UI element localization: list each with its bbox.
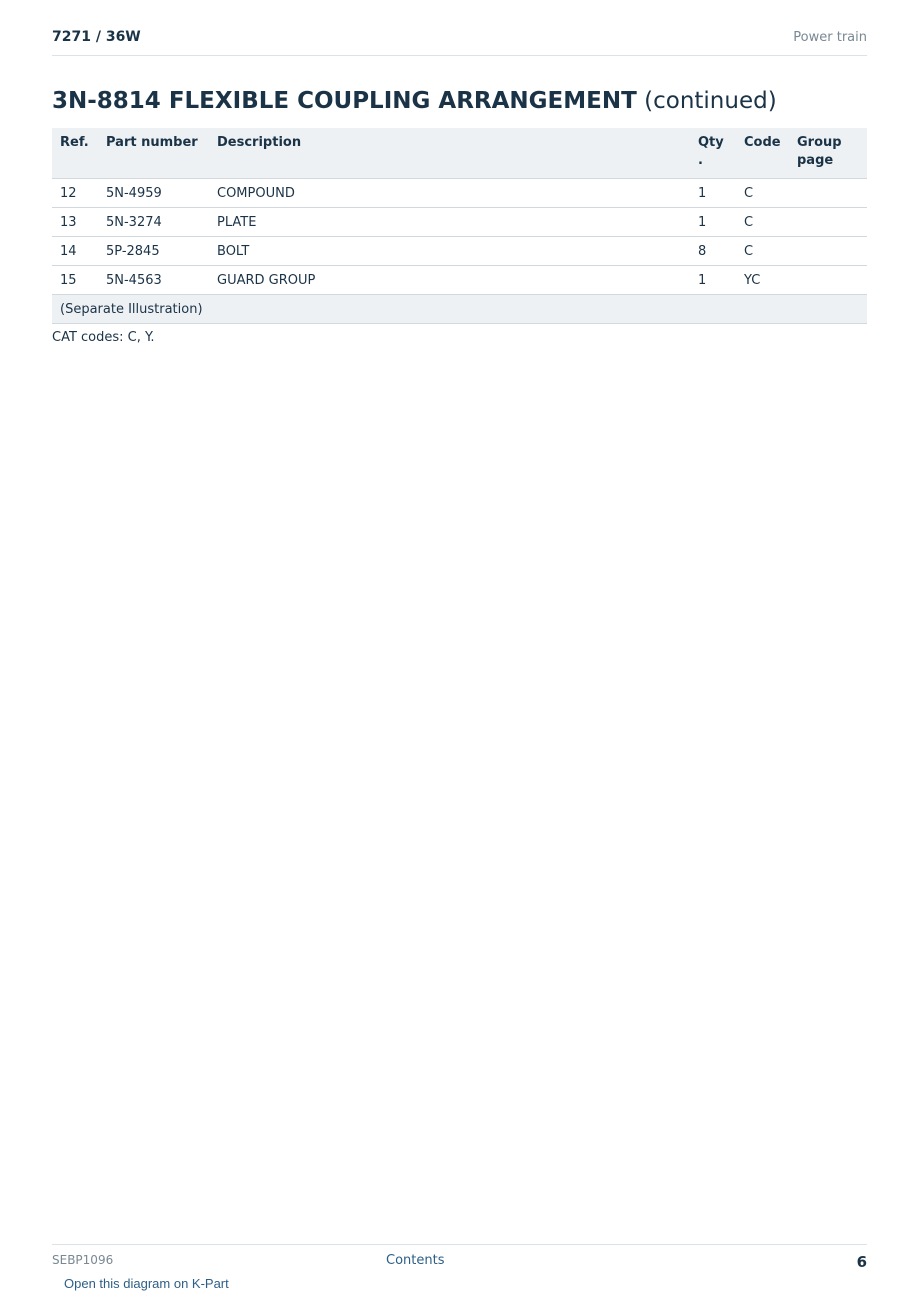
header-ref: Ref.	[52, 128, 98, 179]
title-suffix: (continued)	[644, 88, 777, 114]
page-title	[52, 88, 777, 114]
header-qty-line1: Qty	[698, 135, 724, 150]
page-footer	[52, 1244, 867, 1275]
cell-qty: 8	[690, 237, 736, 266]
header-group-line1: Group	[797, 135, 842, 150]
title-main: 3N-8814 FLEXIBLE COUPLING ARRANGEMENT	[52, 88, 637, 114]
contents-link[interactable]: Contents	[386, 1253, 445, 1268]
cell-part-number: 5P-2845	[98, 237, 209, 266]
cell-part-number: 5N-4563	[98, 266, 209, 295]
cell-description: GUARD GROUP	[209, 266, 690, 295]
cell-ref: 12	[52, 179, 98, 208]
table-row	[52, 208, 867, 237]
cell-ref: 15	[52, 266, 98, 295]
document-id: SEBP1096	[52, 1253, 114, 1267]
table-row	[52, 179, 867, 208]
cell-ref: 13	[52, 208, 98, 237]
table-header-row	[52, 128, 867, 179]
header-code: Code	[736, 128, 789, 179]
table-note-row	[52, 295, 867, 324]
cell-group-page	[789, 266, 867, 295]
open-diagram-kpart-link[interactable]: Open this diagram on K-Part	[64, 1276, 229, 1291]
cell-description: PLATE	[209, 208, 690, 237]
section-label: Power train	[793, 30, 867, 45]
cell-ref: 14	[52, 237, 98, 266]
cat-codes-note: CAT codes: C, Y.	[52, 330, 155, 345]
separate-illustration-note: (Separate Illustration)	[52, 295, 867, 324]
cell-qty: 1	[690, 179, 736, 208]
cell-part-number: 5N-4959	[98, 179, 209, 208]
page-number: 6	[856, 1253, 867, 1271]
header-qty	[690, 128, 736, 179]
cell-code: YC	[736, 266, 789, 295]
cell-part-number: 5N-3274	[98, 208, 209, 237]
header-group-line2: page	[797, 153, 834, 168]
table-row	[52, 266, 867, 295]
cell-description: BOLT	[209, 237, 690, 266]
header-part-number: Part number	[98, 128, 209, 179]
cell-group-page	[789, 179, 867, 208]
cell-qty: 1	[690, 208, 736, 237]
cell-group-page	[789, 237, 867, 266]
header-group-page	[789, 128, 867, 179]
cell-code: C	[736, 208, 789, 237]
cell-code: C	[736, 237, 789, 266]
page-header	[52, 29, 867, 56]
cell-qty: 1	[690, 266, 736, 295]
cell-description: COMPOUND	[209, 179, 690, 208]
breadcrumb: 7271 / 36W	[52, 29, 141, 45]
header-description: Description	[209, 128, 690, 179]
table-row	[52, 237, 867, 266]
header-qty-line2: .	[698, 153, 703, 168]
cell-code: C	[736, 179, 789, 208]
cell-group-page	[789, 208, 867, 237]
parts-table	[52, 128, 867, 324]
